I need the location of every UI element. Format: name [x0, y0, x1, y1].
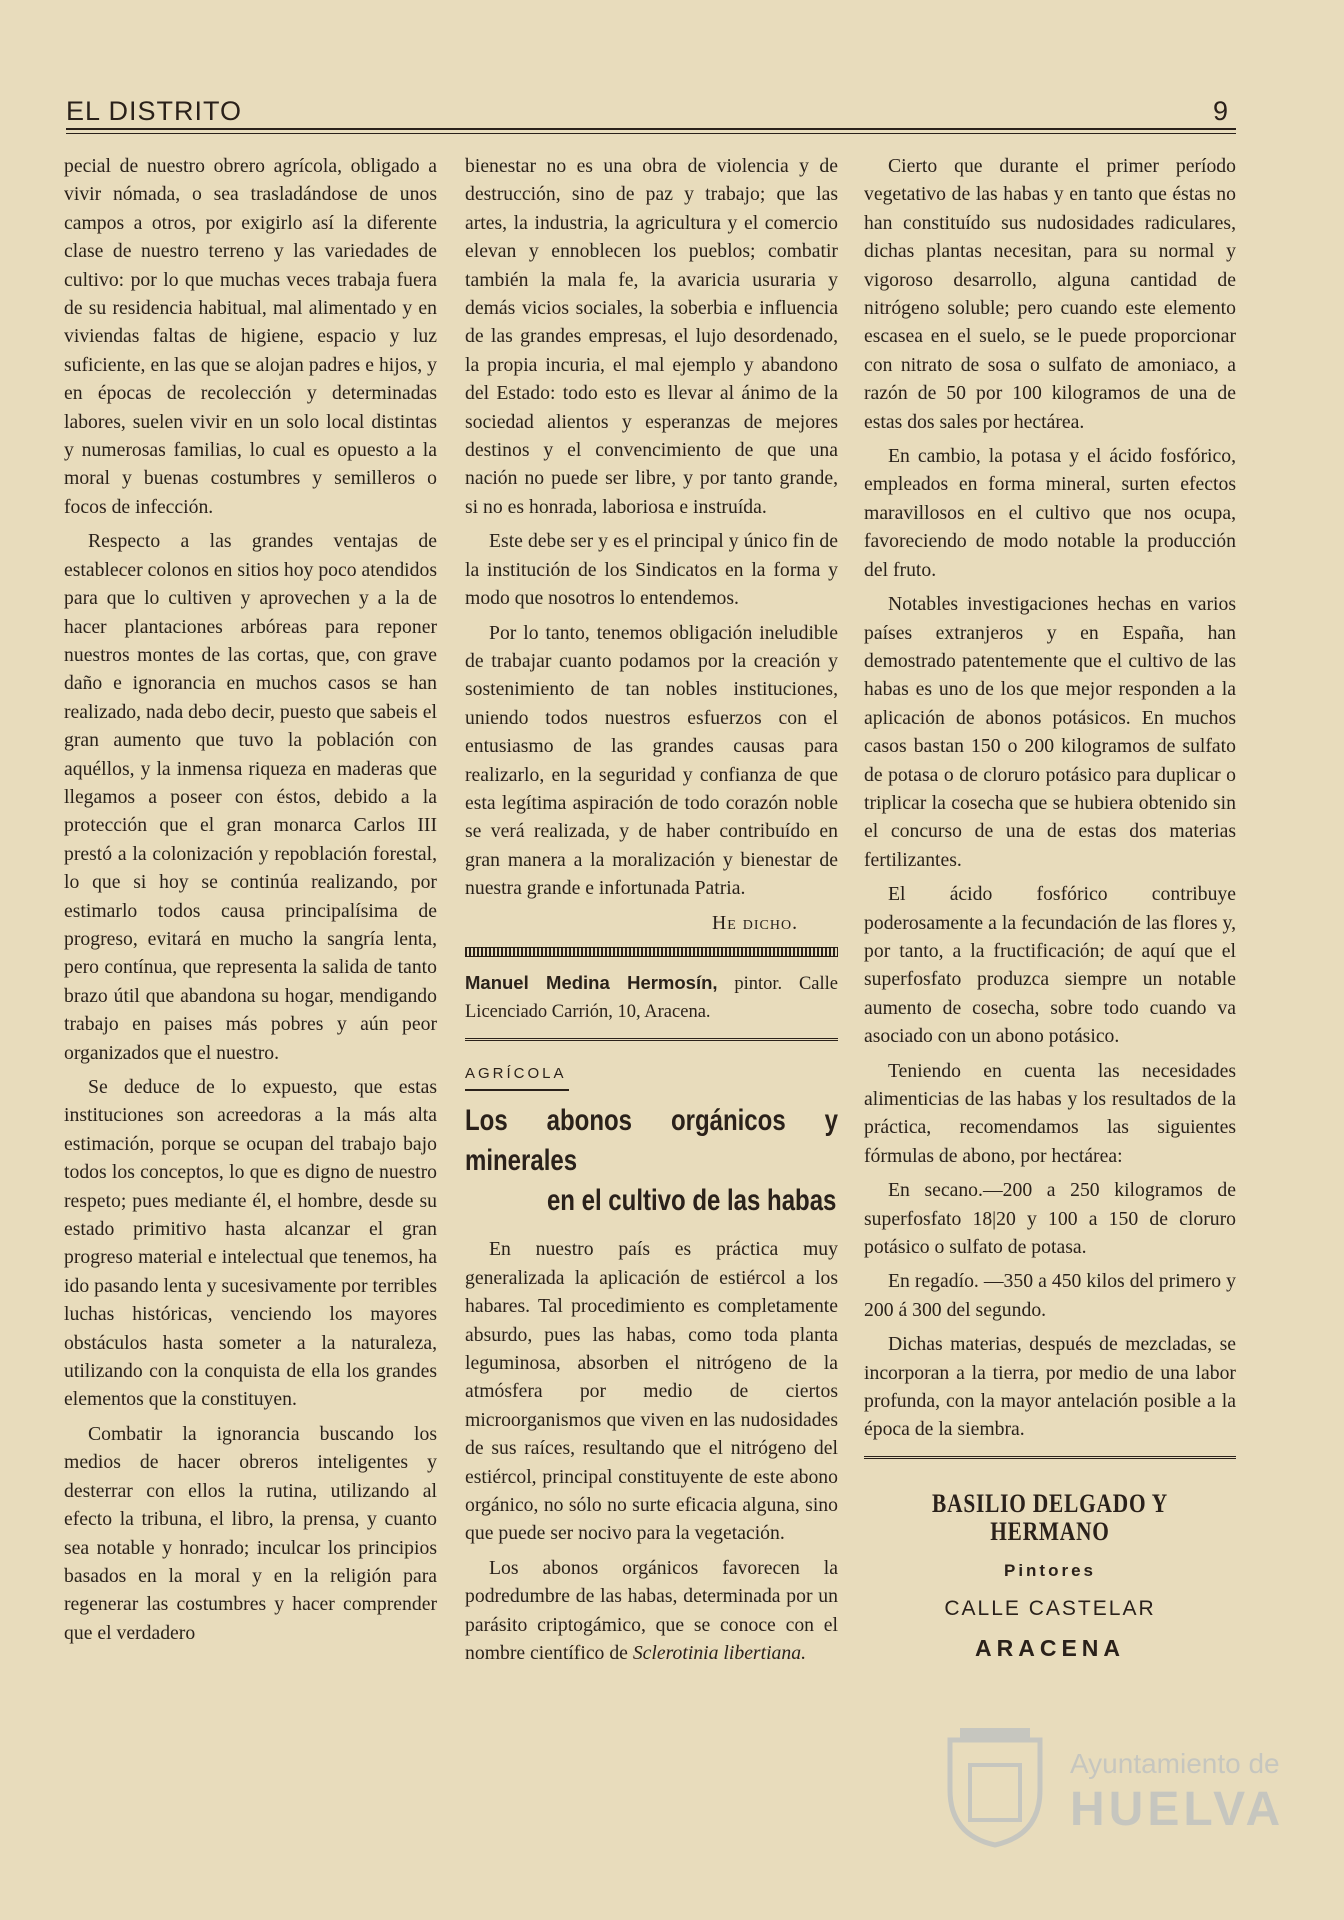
- coat-of-arms-icon: [930, 1720, 1060, 1850]
- paragraph: Se deduce de lo expuesto, que estas instituciones son acreedoras a la más alta estimación, porque se ocupan del trabajo bajo todos los conceptos, lo que es digno de nuestro respeto; pues mediante él, el hombre, desde su estado primitivo hasta alcanzar el gran progreso material e intelectual que tenemos, ha ido pasando lenta y sucesivamente por terribles luchas históricas, venciendo los mayores obstáculos hasta someter a la naturaleza, utilizando con la conquista de ella los grandes elementos que la constituyen.: [64, 1076, 437, 1411]
- paragraph: Teniendo en cuenta las necesidades alimenticias de las habas y los resultados de la práctica, recomendamos las siguientes fórmulas de abono, por hectárea:: [864, 1059, 1236, 1167]
- headline-line-2: en el cultivo de las habas: [546, 1184, 837, 1218]
- paragraph: [465, 1554, 838, 1668]
- paragraph: Este debe ser y es el principal y único fin de la institución de los Sindicatos en la forma y modo que nosotros lo entendemos.: [465, 530, 838, 610]
- scientific-name: Sclerotinia libertiana.: [632, 1642, 806, 1665]
- column-3: [864, 152, 1236, 1792]
- section-label: AGRÍCOLA: [465, 1060, 569, 1091]
- newspaper-title: EL DISTRITO: [66, 96, 243, 126]
- paragraph: Por lo tanto, tenemos obligación ineludible de trabajar cuanto podamos por la creación y sostenimiento de tan nobles instituciones, uniendo todos nuestros esfuerzos con el entusiasmo de las grandes causas para realizarlo, en la seguridad y confianza de que esta legítima aspiración de todo corazón noble se verá realizada, y de haber contribuído en gran manera a la moralización y bienestar de nuestra grande e infortunada Patria.: [465, 621, 838, 900]
- paragraph-text: Los abonos orgánicos favorecen la podredumbre de las habas, determinada por un parásito criptogámico, que se conoce con el nombre científico de: [465, 1556, 838, 1665]
- ad-street: CALLE CASTELAR: [944, 1597, 1156, 1621]
- page-header: [66, 96, 1236, 126]
- paragraph: bienestar no es una obra de violencia y de destrucción, sino de paz y trabajo; que las artes, la industria, la agricultura y el comercio elevan y ennoblecen los pueblos; combatir también la mala fe, la avaricia usuraria y demás vicios sociales, la soberbia e influencia de las grandes empresas, el lujo desordenado, la propia incuria, el mal ejemplo y abandono del Estado: todo esto es llevar al ánimo de la sociedad alientos y esperanzas de mejores destinos y el convencimiento de que una nación no puede ser libre, y por tanto grande, si no es honrada, laboriosa e instruída.: [465, 155, 838, 518]
- paragraph: pecial de nuestro obrero agrícola, obligado a vivir nómada, o sea trasladándose de unos campos a otros, por exigirlo así la diferente clase de nuestro terreno y las variedades de cultivo: por lo que muchas veces trabaja fuera de su residencia habitual, mal alimentado y en viviendas faltas de higiene, espacio y luz suficiente, en las que se alojan padres e hijos, y en épocas de recolección y determinadas labores, suelen vivir en un solo local distintas y numerosas familias, lo cual es opuesto a la moral y buenas costumbres y semilleros o focos de infección.: [64, 155, 437, 518]
- column-2: [465, 152, 838, 1792]
- header-rule: [66, 128, 1236, 130]
- divider: [465, 947, 838, 957]
- author-details: pintor. Calle Licenciado Carrión, 10, Aracena.: [465, 973, 838, 1022]
- divider-double: [465, 1038, 838, 1044]
- headline-line-1: Los abonos orgánicos y minerales: [465, 1104, 838, 1178]
- signoff: He dicho.: [712, 911, 798, 934]
- watermark-line-1: Ayuntamiento de: [1070, 1748, 1280, 1779]
- paragraph: Cierto que durante el primer período vegetativo de las habas y en tanto que éstas no han constituído sus nudosidades radiculares, dichas plantas necesitan, para su normal y vigoroso desarrollo, alguna cantidad de nitrógeno soluble; pero cuando este elemento escasea en el suelo, se le puede proporcionar con nitrato de sosa o sulfato de amoniaco, a razón de 50 por 100 kilogramos de una de estas dos sales por hectárea.: [864, 155, 1236, 433]
- author-credit: [465, 969, 838, 1026]
- paragraph: El ácido fosfórico contribuye poderosamente a la fecundación de las flores y, por tanto, a la fructificación; de aquí que el superfosfato produzca siempre un notable aumento de cosecha, sobre todo cuando va asociado con un abono potásico.: [864, 883, 1236, 1048]
- paragraph: Dichas materias, después de mezcladas, se incorporan a la tierra, por medio de una labor profunda, con la mayor antelación posible a la época de la siembra.: [864, 1333, 1236, 1441]
- paragraph: Combatir la ignorancia buscando los medios de hacer obreros inteligentes y desterrar con ellos la rutina, utilizando al efecto la tribuna, el libro, la prensa, y cuanto sea notable y honrado; inculcar los principios basados en la moral y en la religión para regenerar las costumbres y hacer comprender que el verdadero: [64, 1422, 437, 1644]
- paragraph: Notables investigaciones hechas en varios países extranjeros y en España, han demostrado patentemente que el cultivo de las habas es uno de los que mejor responden a la aplicación de abonos potásicos. En muchos casos bastan 150 o 200 kilogramos de sulfato de potasa o de cloruro potásico para duplicar o triplicar la cosecha que se hubiera obtenido sin el concurso de una de estas dos materias fertilizantes.: [864, 593, 1236, 871]
- paragraph: En cambio, la potasa y el ácido fosfórico, empleados en forma mineral, surten efectos maravillosos en el cultivo que nos ocupa, favoreciendo de modo notable la producción del fruto.: [864, 445, 1236, 581]
- paragraph: Respecto a las grandes ventajas de establecer colonos en sitios hoy poco atendidos para que lo cultiven y aprovechen y a la de hacer plantaciones arbóreas para reponer nuestros montes de las cortas, que, con grave daño e ignorancia en muchos casos se han realizado, nada debo decir, puesto que sabeis el gran aumento que tuvo la población con aquéllos, y la inmensa riqueza en maderas que llegamos a poseer con éstos, debido a la protección que el gran monarca Carlos III prestó a la colonización y repoblación forestal, lo que si hoy se continúa realizando, por estimarlo todos causa principalísima de progreso, evitará en mucho la sangría lenta, pero contínua, que representa la salida de tanto brazo útil que abandona su hogar, mendigando trabajo en paises más pobres y aún peor organizados que el nuestro.: [64, 530, 437, 1064]
- watermark: [930, 1720, 1285, 1850]
- paragraph: En secano.—200 a 250 kilogramos de superfosfato 18|20 y 100 a 150 de cloruro potásico o sulfato de potasa.: [864, 1179, 1236, 1259]
- ad-business-name: BASILIO DELGADO Y HERMANO: [932, 1488, 1168, 1547]
- advertisement: [864, 1490, 1236, 1662]
- paragraph: En regadío. —350 a 450 kilos del primero y 200 á 300 del segundo.: [864, 1270, 1236, 1321]
- paragraph: En nuestro país es práctica muy generalizada la aplicación de estiércol a los habares. Tal procedimiento es completamente absurdo, pues las habas, como toda planta leguminosa, absorben el nitrógeno de la atmósfera por medio de ciertos microorganismos que viven en las nudosidades de sus raíces, resultando que el nitrógeno del estiércol, principal constituyente de este abono orgánico, no sólo no surte eficacia alguna, sino que puede ser nocivo para la vegetación.: [465, 1238, 838, 1545]
- article-headline: [465, 1101, 838, 1221]
- ad-town: ARACENA: [975, 1634, 1125, 1661]
- watermark-line-2: HUELVA: [1070, 1783, 1285, 1836]
- column-1: [64, 152, 437, 1792]
- ad-trade: Pintores: [1003, 1560, 1097, 1580]
- page-number: 9: [1212, 96, 1228, 126]
- header-rule-thin: [66, 133, 1236, 134]
- author-name: Manuel Medina Hermosín,: [465, 971, 718, 993]
- divider-double: [864, 1456, 1236, 1462]
